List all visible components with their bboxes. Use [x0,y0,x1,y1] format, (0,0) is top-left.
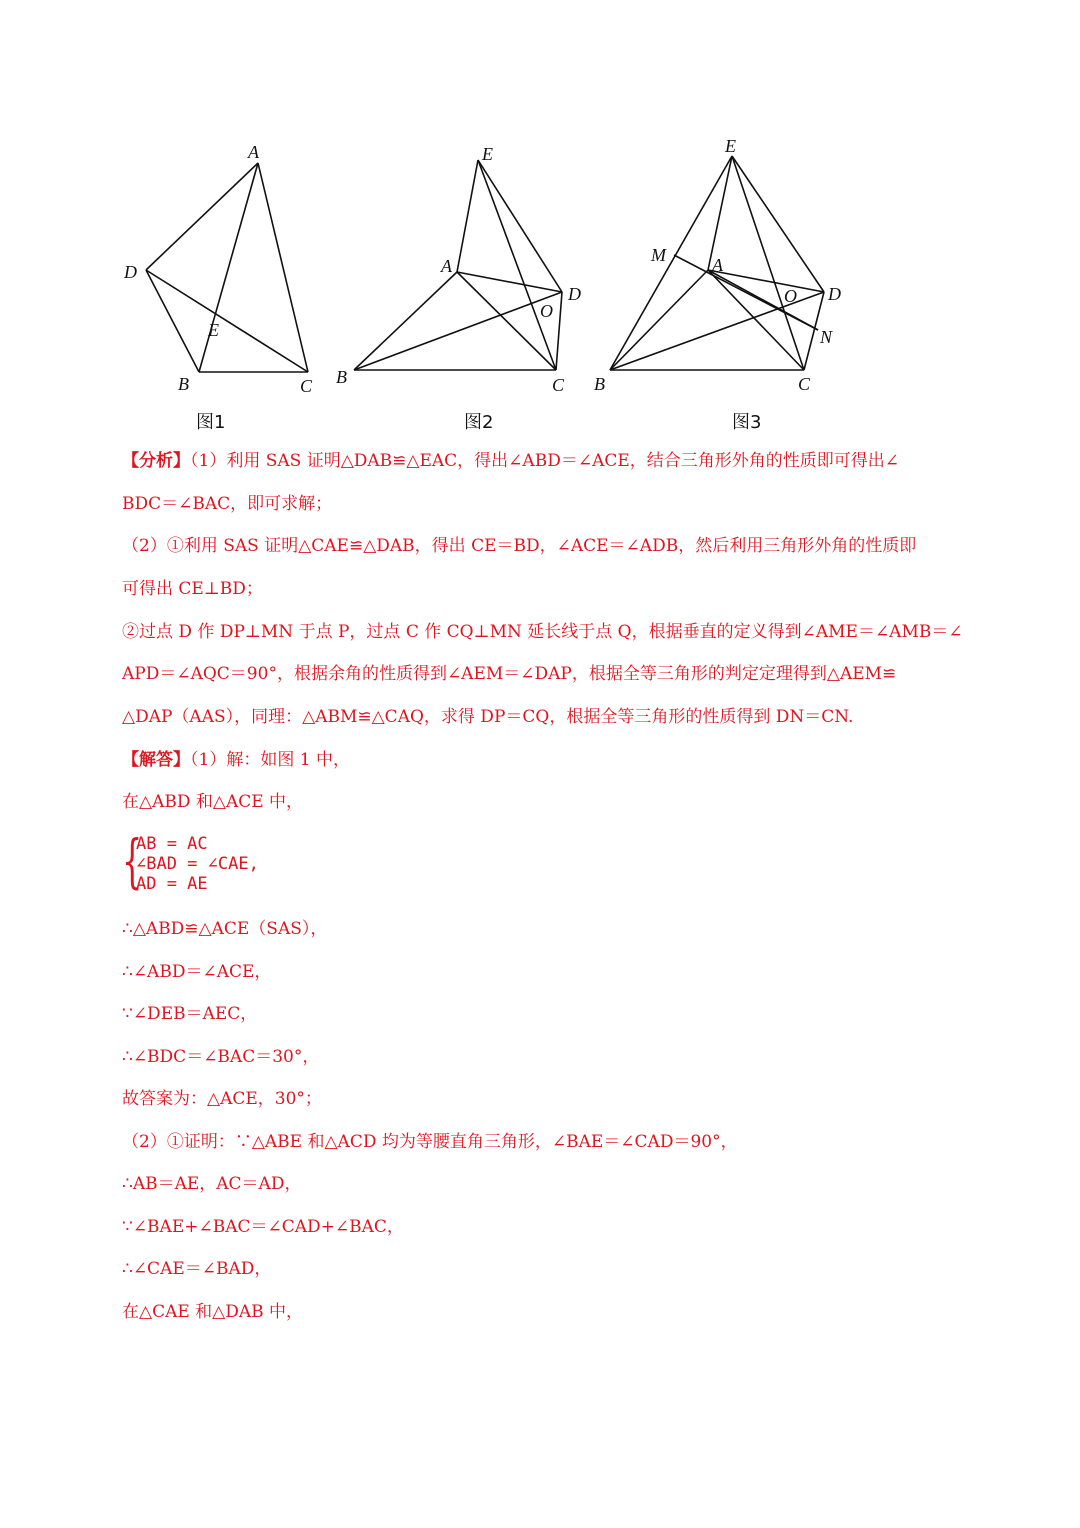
solution-line-2: 在△ABD 和△ACE 中， [122,792,304,812]
fig1-label-e: E [208,320,219,340]
analysis-line-6: APD＝∠AQC＝90°，根据余角的性质得到∠AEM＝∠DAP，根据全等三角形的判定定理得到△AEM≌ [122,664,897,684]
fig2-label-c: C [552,375,565,395]
fig2-label-b: B [336,367,347,387]
solution-line-9: ∴AB＝AE，AC＝AD， [122,1174,302,1194]
fig3-label-c: C [798,374,811,394]
figure-3 [594,136,841,433]
system-row-1: AB = AC [136,834,208,854]
figure-1 [123,142,313,433]
solution-line-11: ∴∠CAE＝∠BAD， [122,1259,272,1279]
analysis-line-7: △DAP（AAS），同理：△ABM≌△CAQ，求得 DP＝CQ，根据全等三角形的性质得到 DN＝CN. [122,707,854,727]
fig1-label-b: B [178,374,189,394]
fig3-label-b: B [594,374,605,394]
fig1-label-a: A [248,142,259,162]
fig3-label-m: M [651,245,666,265]
solution-line-6: ∴∠BDC＝∠BAC＝30°， [122,1047,320,1067]
fig1-label-c: C [300,376,313,396]
fig3-label-d: D [828,284,841,304]
fig3-label-e: E [725,136,736,156]
fig3-label-o: O [784,286,797,306]
fig2-label-e: E [482,144,493,164]
fig3-label-n: N [820,327,833,347]
solution-line-12: 在△CAE 和△DAB 中， [122,1302,304,1322]
analysis-line-1 [122,448,899,474]
solution-line-7: 故答案为：△ACE，30°； [122,1089,322,1109]
fig2-label-d: D [568,284,581,304]
analysis-line-5: ②过点 D 作 DP⊥MN 于点 P，过点 C 作 CQ⊥MN 延长线于点 Q，根据垂直的定义得到∠AME＝∠AMB＝∠ [122,622,963,642]
solution-line-10: ∵∠BAE+∠BAC＝∠CAD+∠BAC， [122,1217,404,1237]
solution-line-3: ∴△ABD≌△ACE（SAS）， [122,919,328,939]
fig2-label-o: O [540,301,553,321]
system-brace: { [122,827,143,895]
solution-line-5: ∵∠DEB＝AEC， [122,1004,258,1024]
analysis-line-3: （2）①利用 SAS 证明△CAE≌△DAB，得出 CE＝BD，∠ACE＝∠ADB，然后利用三角形外角的性质即 [122,536,917,556]
analysis-line-4: 可得出 CE⊥BD； [122,579,263,599]
analysis-tag: 【分析】 [122,451,190,471]
fig1-label-d: D [124,262,137,282]
solution-tag: 【解答】 [122,750,190,770]
solution-line-1 [122,747,350,773]
fig3-label-a: A [712,255,723,275]
solution-line-4: ∴∠ABD＝∠ACE， [122,962,272,982]
analysis-text-1: （1）利用 SAS 证明△DAB≌△EAC，得出∠ABD＝∠ACE，结合三角形外角的性质即可得出∠ [190,451,900,471]
figures-area [110,100,890,440]
solution-text-1: （1）解：如图 1 中， [190,750,350,770]
fig2-caption: 图2 [464,412,494,433]
system-row-3: AD = AE [136,874,208,894]
fig3-caption: 图3 [732,412,762,433]
fig2-label-a: A [441,256,452,276]
geometry-figures [110,100,890,440]
system-row-2: ∠BAD = ∠CAE, [136,854,259,874]
analysis-line-2: BDC＝∠BAC，即可求解； [122,494,333,514]
fig1-caption: 图1 [196,412,226,433]
solution-line-8: （2）①证明：∵△ABE 和△ACD 均为等腰直角三角形，∠BAE＝∠CAD＝90°， [122,1132,738,1152]
figure-2 [336,144,581,433]
